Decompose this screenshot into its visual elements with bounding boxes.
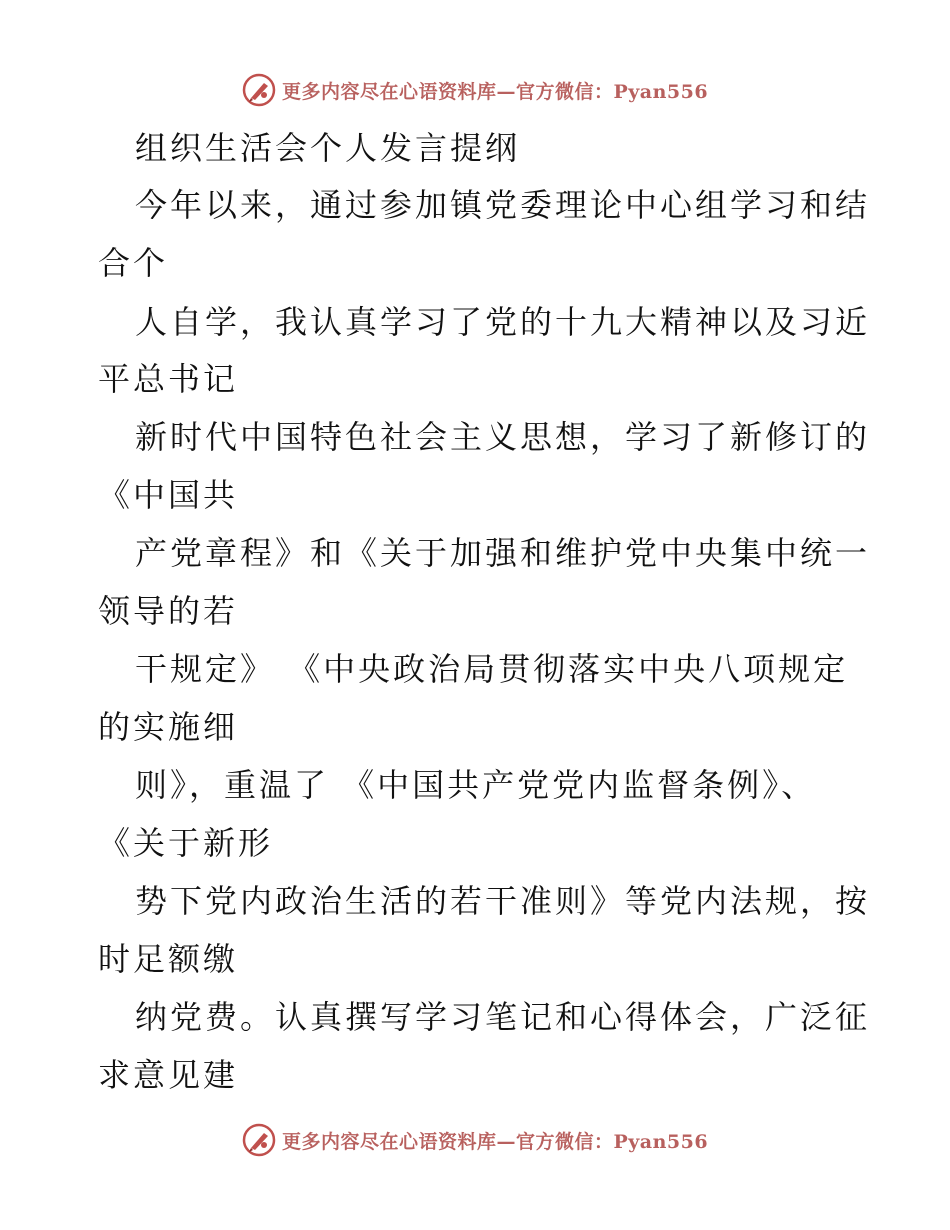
body-line: 干规定》 《中央政治局贯彻落实中央八项规定 [135, 650, 849, 688]
body-line: 时足额缴 [98, 940, 239, 978]
body-line: 《关于新形 [98, 824, 274, 862]
body-line: 今年以来，通过参加镇党委理论中心组学习和结 [135, 186, 871, 224]
footer-banner [0, 1120, 950, 1160]
body-line: 产党章程》和《关于加强和维护党中央集中统一 [135, 534, 871, 572]
footer-banner-text: 更多内容尽在心语资料库—官方微信：Pyan556 [281, 1130, 709, 1153]
body-line: 纳党费。认真撰写学习笔记和心得体会，广泛征 [135, 998, 871, 1036]
body-line: 合个 [98, 244, 169, 282]
pen-seal-icon [242, 1123, 276, 1157]
body-line: 则》，重温了 《中国共产党党内监督条例》、 [135, 766, 817, 804]
body-line: 的实施细 [98, 708, 239, 746]
pen-seal-icon [242, 73, 276, 107]
body-line: 平总书记 [98, 360, 239, 398]
body-line: 《中国共 [98, 476, 239, 514]
body-line: 领导的若 [98, 592, 239, 630]
body-line: 人自学，我认真学习了党的十九大精神以及习近 [135, 303, 871, 341]
header-banner [0, 70, 950, 110]
body-line: 求意见建 [98, 1056, 239, 1094]
body-line: 势下党内政治生活的若干准则》等党内法规，按 [135, 882, 871, 920]
header-banner-text: 更多内容尽在心语资料库—官方微信：Pyan556 [281, 80, 709, 103]
document-title: 组织生活会个人发言提纲 [135, 129, 521, 167]
body-line: 新时代中国特色社会主义思想，学习了新修订的 [135, 418, 871, 456]
